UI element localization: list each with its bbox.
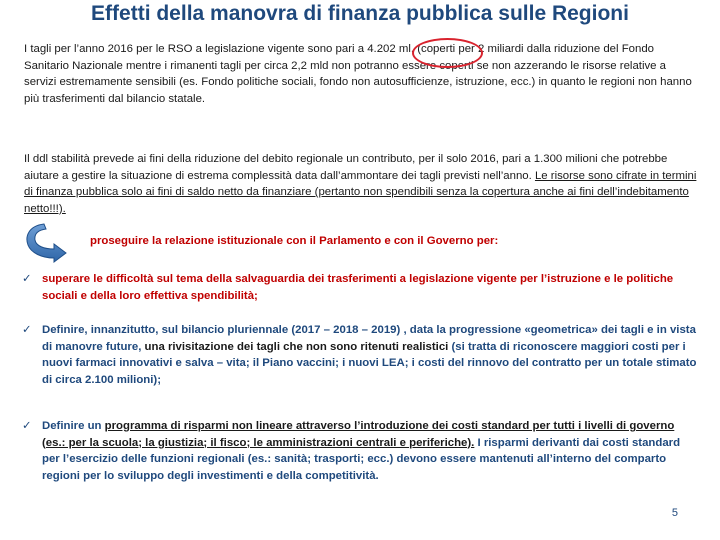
bullet-item-costi-standard — [22, 418, 700, 484]
page-title: Effetti della manovra di finanza pubblica sulle Regioni — [91, 2, 629, 25]
checkmark-icon: ✓ — [22, 420, 32, 432]
bullet-text-part1: Definire, innanzitutto, sul bilancio pluriennale (2017 – 2018 – 2019) , data la progressione «geometrica» dei tagli e in vista di manovre future, — [42, 324, 696, 353]
bullet-text-part2: I risparmi derivanti dai costi standard per l’esercizio delle funzioni regionali (es.: sanità; trasporti; ecc.) devono essere mantenuti all’interno del comparto regioni per lo sviluppo degli investimenti e della competitività. — [42, 436, 681, 482]
paragraph-ddl-stabilita — [24, 151, 700, 217]
bullet-text-part1: Definire un — [42, 420, 105, 432]
bullet-text-part2: una rivisitazione dei tagli che non sono ritenuti realistici — [141, 340, 452, 353]
curved-arrow-icon — [22, 221, 92, 263]
checkmark-icon: ✓ — [22, 324, 32, 336]
highlight-circle — [412, 38, 483, 68]
paragraph-ddl-text: Il ddl stabilità prevede ai fini della riduzione del debito regionale un contributo, per il solo 2016, pari a 1.300 milioni che potrebbe aiutare a gestire la situazione di estrema complessità data dall’ammontare dei tagli previsti nell’anno. — [24, 153, 668, 182]
bullet-text-underlined: programma di risparmi non lineare attraverso l’introduzione dei costi standard per tutti i livelli di governo (es.: per la scuola; la giustizia; il fisco; le amministrazioni centrali e periferiche). — [42, 420, 675, 449]
paragraph-tagli: I tagli per l’anno 2016 per le RSO a legislazione vigente sono pari a 4.202 ml. (coperti per 2 miliardi dalla riduzione del Fondo Sanitario Nazionale mentre i rimanenti tagli per circa 2,2 mld non potranno essere coperti se non azzerando le risorse relative a servizi estremamente sensibili (es. Fondo politiche sociali, fondo non autosufficienze, istruzione, ecc.) in quanto le regioni non hanno più trasferimenti dal bilancio statale. — [24, 43, 692, 105]
paragraph-ddl-underlined: Le risorse sono cifrate in termini di finanza pubblica solo ai fini di saldo netto da finanziare (pertanto non spendibili senza la copertura anche ai fini dell’indebitamento netto!!!). — [24, 169, 697, 215]
checkmark-icon: ✓ — [22, 273, 32, 285]
page-number: 5 — [671, 507, 678, 519]
bullet-text-part3: (si tratta di riconoscere maggiori costi per i nuovi farmaci innovativi e salva – vita; il Piano vaccini; i nuovi LEA; i costi del rinnovo del contratto per un totale stimato di circa 2.100 milioni); — [42, 340, 697, 386]
bullet-text: superare le difficoltà sul tema della salvaguardia dei trasferimenti a legislazione vigente per l’istruzione e le politiche sociali e della loro effettiva spendibilità; — [42, 273, 674, 302]
lead-text: proseguire la relazione istituzionale con il Parlamento e con il Governo per: — [90, 235, 499, 247]
bullet-item-trasferimenti — [22, 271, 700, 304]
bullet-item-bilancio-pluriennale — [22, 322, 700, 388]
